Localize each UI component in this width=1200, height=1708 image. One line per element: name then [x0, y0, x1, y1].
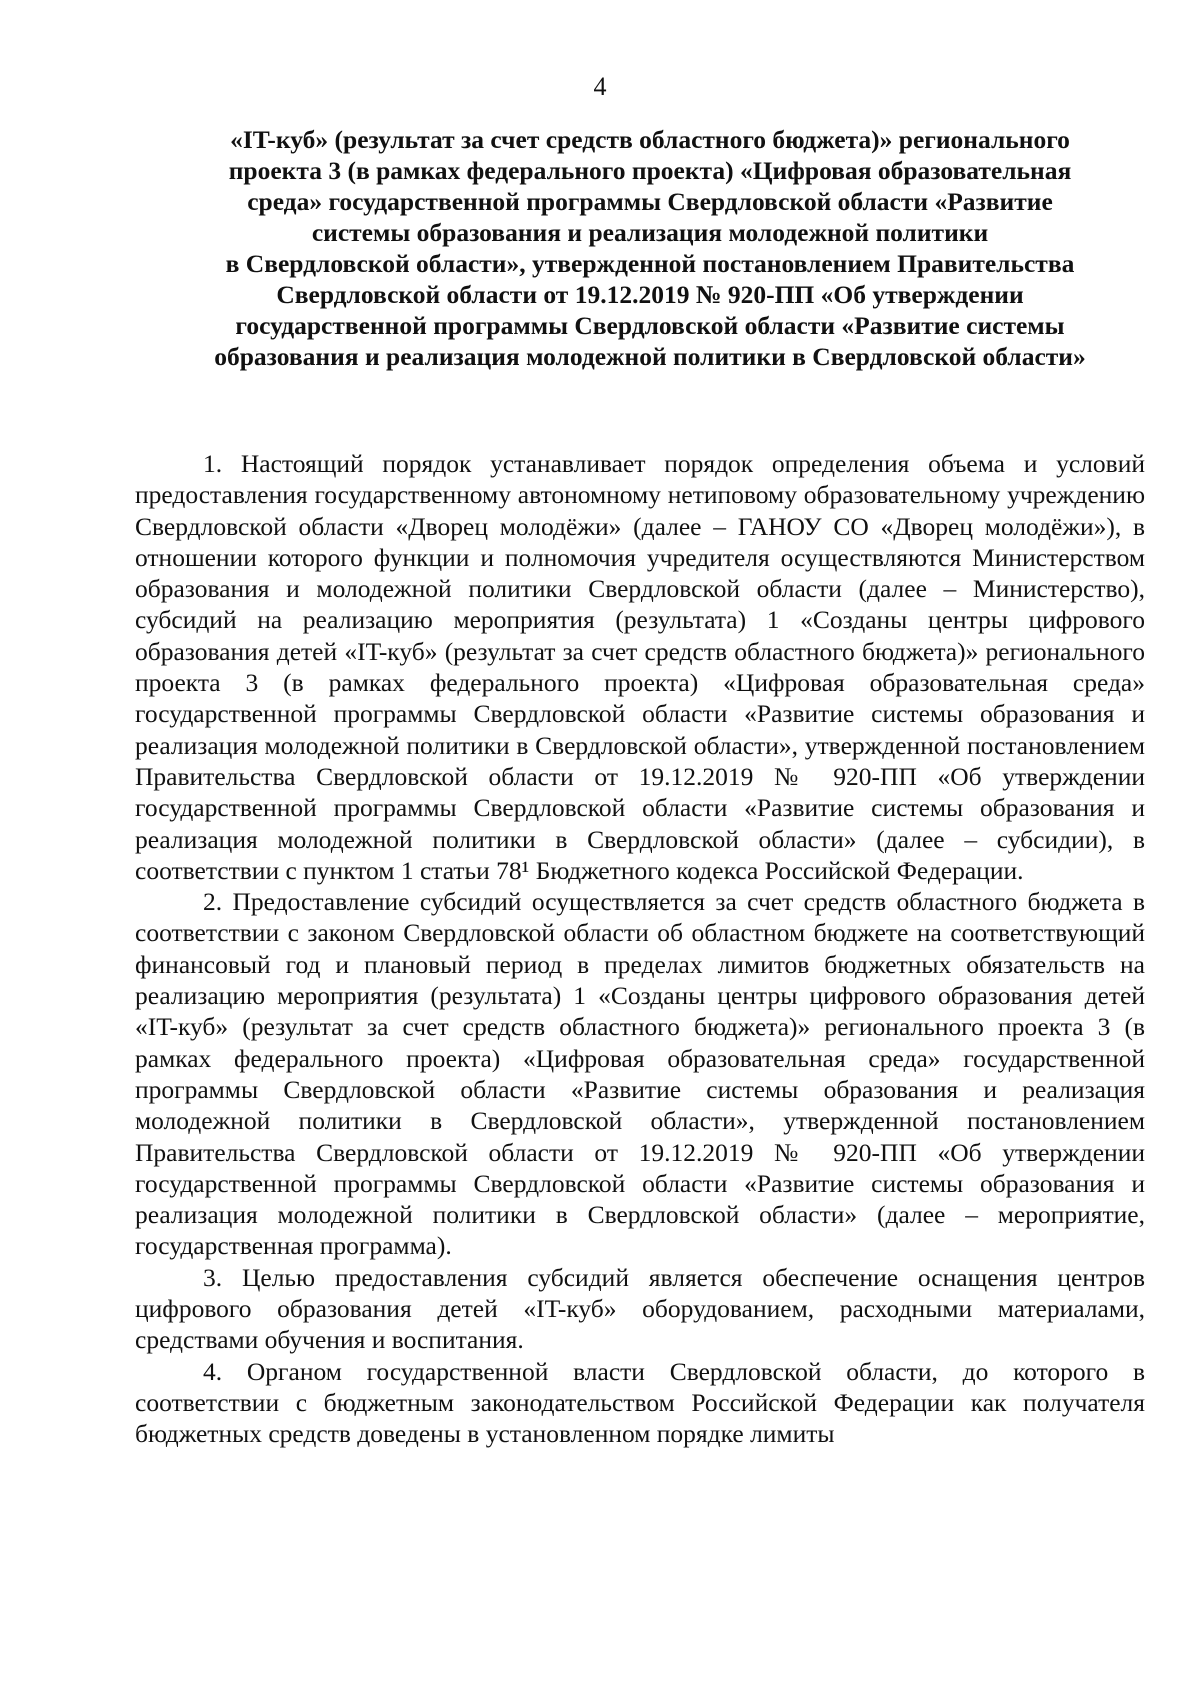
page-number: 4: [593, 72, 607, 101]
heading-line: системы образования и реализация молодежной политики: [311, 218, 989, 247]
paragraph-2: 2. Предоставление субсидий осуществляется за счет средств областного бюджета в соответствии с законом Свердловской области об областном бюджете на соответствующий финансовый год и плановый период в пределах лимитов бюджетных обязательств на реализацию мероприятия (результата) 1 «Созданы центры цифрового образования детей «IT-куб» (результат за счет средств областного бюджета)» регионального проекта 3 (в рамках федерального проекта) «Цифровая образовательная среда» государственной программы Свердловской области «Развитие системы образования и реализация молодежной политики в Свердловской области», утвержденной постановлением Правительства Свердловской области от 19.12.2019 № 920-ПП «Об утверждении государственной программы Свердловской области «Развитие системы образования и реализация молодежной политики в Свердловской области» (далее – мероприятие, государственная программа).: [135, 887, 1145, 1261]
heading-line: государственной программы Свердловской области «Развитие системы: [235, 311, 1065, 340]
heading-line: образования и реализация молодежной политики в Свердловской области»: [214, 342, 1086, 371]
document-heading: [150, 124, 1150, 372]
paragraph-1: 1. Настоящий порядок устанавливает порядок определения объема и условий предоставления государственному автономному нетиповому образовательному учреждению Свердловской области «Дворец молодёжи» (далее – ГАНОУ СО «Дворец молодёжи»), в отношении которого функции и полномочия учредителя осуществляются Министерством образования и молодежной политики Свердловской области (далее – Министерство), субсидий на реализацию мероприятия (результата) 1 «Созданы центры цифрового образования детей «IT-куб» (результат за счет средств областного бюджета)» регионального проекта 3 (в рамках федерального проекта) «Цифровая образовательная среда» государственной программы Свердловской области «Развитие системы образования и реализация молодежной политики в Свердловской области», утвержденной постановлением Правительства Свердловской области от 19.12.2019 № 920-ПП «Об утверждении государственной программы Свердловской области «Развитие системы образования и реализация молодежной политики в Свердловской области» (далее – субсидии), в соответствии с пунктом 1 статьи 78¹ Бюджетного кодекса Российской Федерации.: [135, 449, 1145, 885]
heading-line: Свердловской области от 19.12.2019 № 920-ПП «Об утверждении: [276, 280, 1024, 309]
document-body: [135, 448, 1145, 1450]
heading-line: в Свердловской области», утвержденной постановлением Правительства: [225, 249, 1075, 278]
heading-line: проекта 3 (в рамках федерального проекта) «Цифровая образовательная: [228, 156, 1072, 185]
heading-line: «IT-куб» (результат за счет средств областного бюджета)» регионального: [230, 125, 1070, 154]
paragraph-3: 3. Целью предоставления субсидий является обеспечение оснащения центров цифрового образования детей «IT-куб» оборудованием, расходными материалами, средствами обучения и воспитания.: [135, 1262, 1145, 1355]
paragraph-4: 4. Органом государственной власти Свердловской области, до которого в соответствии с бюджетным законодательством Российской Федерации как получателя бюджетных средств доведены в установленном порядке лимиты: [135, 1356, 1145, 1449]
heading-line: среда» государственной программы Свердловской области «Развитие: [247, 187, 1053, 216]
